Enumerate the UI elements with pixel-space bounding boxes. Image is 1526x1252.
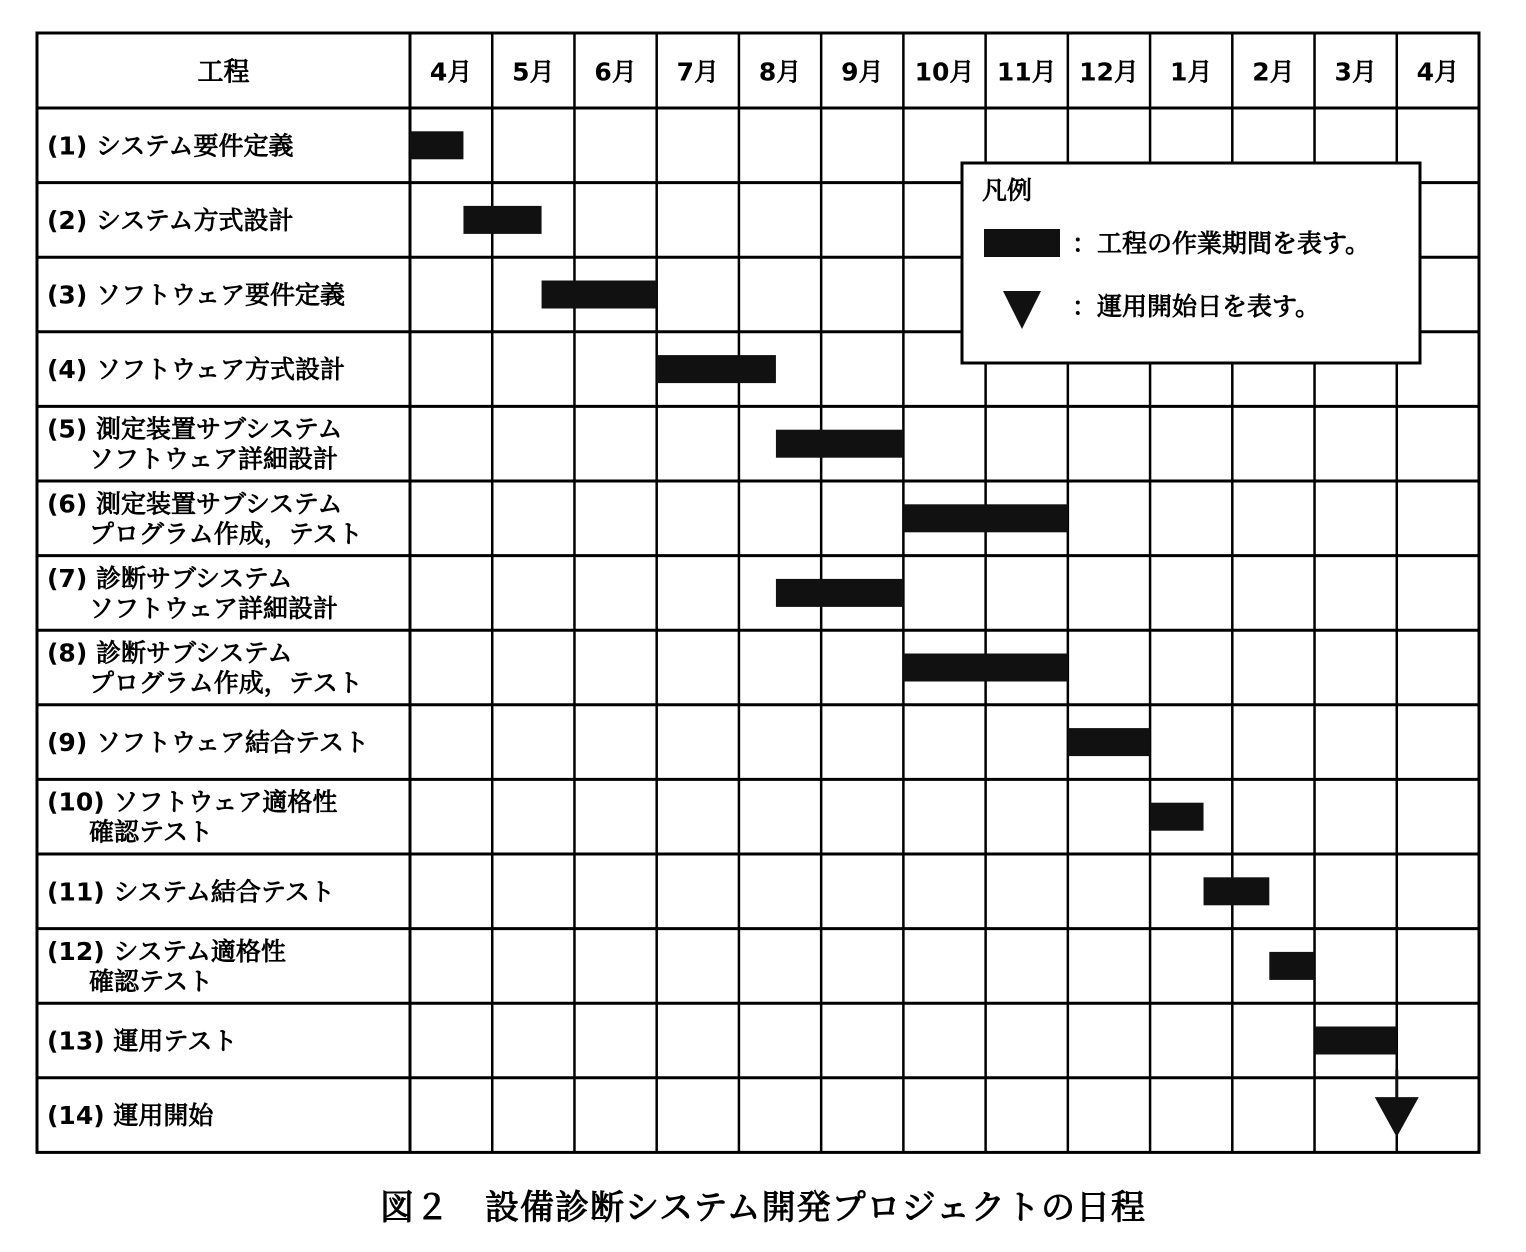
task-bar (776, 579, 903, 607)
month-tick-label: 4月 (1416, 57, 1460, 87)
legend-title: 凡例 (982, 176, 1033, 205)
task-label: (12) システム適格性 (47, 936, 286, 966)
task-label: (13) 運用テスト (47, 1026, 238, 1056)
milestone-marker (1375, 1097, 1419, 1137)
task-bar (1150, 803, 1203, 831)
task-label: プログラム作成，テスト (89, 668, 363, 698)
task-label: (8) 診断サブシステム (47, 638, 293, 668)
month-tick-label: 4月 (429, 57, 473, 87)
task-bar (1315, 1027, 1397, 1055)
legend-bar-label: ：工程の作業期間を表す。 (1072, 229, 1371, 258)
legend-bar-swatch (984, 229, 1060, 257)
task-bar (463, 206, 541, 234)
month-tick-label: 2月 (1252, 57, 1295, 87)
task-label: プログラム作成，テスト (89, 519, 363, 549)
task-bar (776, 430, 903, 458)
task-label: (14) 運用開始 (47, 1101, 214, 1131)
figure-caption: 図２ 設備診断システム開発プロジェクトの日程 (380, 1188, 1146, 1228)
task-bar (903, 504, 1067, 532)
month-tick-label: 1月 (1169, 57, 1213, 87)
task-bar (542, 281, 657, 309)
month-tick-label: 5月 (512, 57, 555, 87)
month-tick-label: 10月 (914, 57, 975, 87)
task-label: 確認テスト (89, 817, 214, 847)
task-label: 確認テスト (89, 966, 214, 996)
header-process-label: 工程 (197, 57, 250, 88)
task-bar (1269, 952, 1314, 980)
month-tick-label: 8月 (758, 57, 802, 87)
month-tick-label: 12月 (1079, 57, 1139, 87)
task-bar (657, 355, 776, 383)
legend-marker-label: ：運用開始日を表す。 (1072, 292, 1321, 321)
task-label: (1) システム要件定義 (47, 131, 294, 161)
task-label: ソフトウェア詳細設計 (89, 593, 339, 623)
task-label: ソフトウェア詳細設計 (89, 444, 339, 474)
task-bar (1204, 877, 1270, 905)
task-label: (3) ソフトウェア要件定義 (47, 280, 345, 310)
month-tick-label: 3月 (1334, 57, 1377, 87)
task-label: (9) ソフトウェア結合テスト (47, 728, 369, 758)
month-tick-label: 7月 (676, 57, 720, 87)
task-label: (11) システム結合テスト (47, 877, 335, 907)
header-row (197, 57, 1459, 88)
task-label: (7) 診断サブシステム (47, 563, 293, 593)
month-tick-label: 11月 (996, 57, 1057, 87)
legend (962, 163, 1420, 363)
task-bar (903, 654, 1067, 682)
task-label: (2) システム方式設計 (47, 205, 294, 235)
task-label: (4) ソフトウェア方式設計 (47, 355, 345, 385)
task-bar (1068, 728, 1150, 756)
task-label: (10) ソフトウェア適格性 (47, 787, 338, 817)
month-tick-label: 9月 (841, 57, 884, 87)
month-tick-label: 6月 (594, 57, 637, 87)
task-label: (5) 測定装置サブシステム (47, 414, 343, 444)
task-label: (6) 測定装置サブシステム (47, 489, 343, 519)
task-bar (410, 131, 463, 159)
